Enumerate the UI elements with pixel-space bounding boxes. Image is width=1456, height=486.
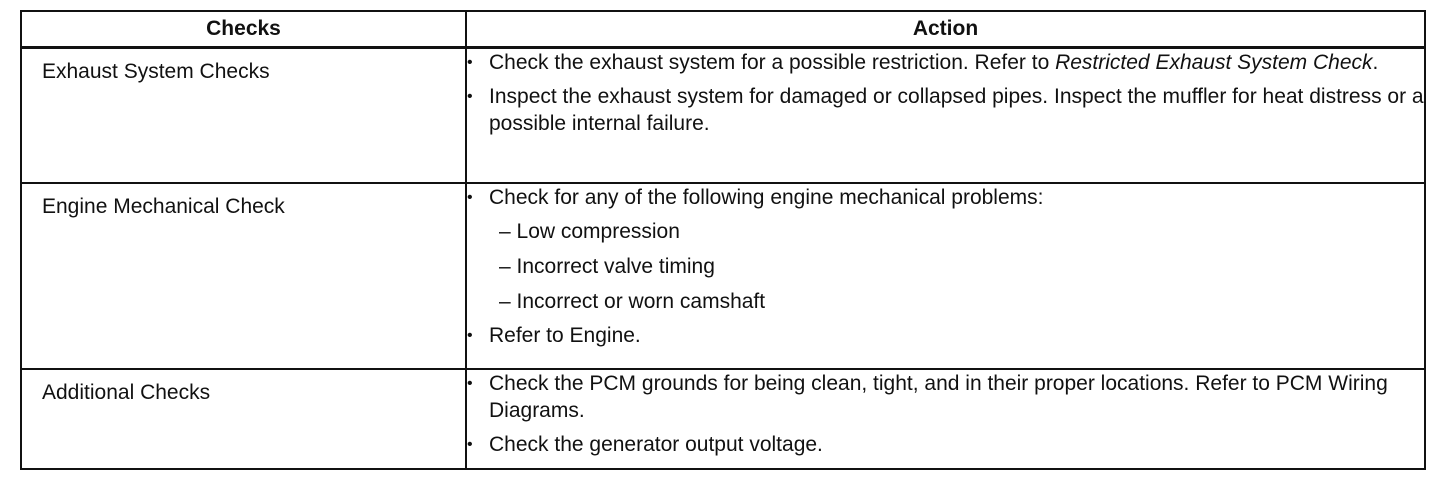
header-action: Action xyxy=(466,11,1425,48)
table-header-row xyxy=(21,11,1425,48)
action-item xyxy=(467,431,1424,458)
reference-link-text: Restricted Exhaust System Check xyxy=(1055,51,1373,74)
table-row xyxy=(21,48,1425,183)
action-item xyxy=(467,322,1424,349)
check-name: Exhaust System Checks xyxy=(42,60,270,83)
action-list xyxy=(467,184,1424,349)
action-cell xyxy=(466,369,1425,469)
check-cell xyxy=(21,183,466,369)
check-cell xyxy=(21,369,466,469)
action-cell xyxy=(466,48,1425,183)
action-text: Check the PCM grounds for being clean, tight, and in their proper locations. Refer to PCM Wiring Diagrams. xyxy=(489,371,1388,422)
action-list xyxy=(467,49,1424,137)
bullet-icon: • xyxy=(467,326,473,344)
sub-item: – Low compression xyxy=(499,219,680,243)
action-item xyxy=(467,49,1424,76)
checks-action-table xyxy=(20,10,1426,470)
sub-item: – Incorrect or worn camshaft xyxy=(499,289,766,313)
check-name: Additional Checks xyxy=(42,380,211,404)
action-item xyxy=(467,184,1424,315)
check-name: Engine Mechanical Check xyxy=(42,194,285,218)
table-row xyxy=(21,183,1425,369)
action-text: Refer to Engine. xyxy=(489,323,641,347)
sub-list xyxy=(499,218,1424,315)
action-text: Check the generator output voltage. xyxy=(489,432,823,456)
action-item xyxy=(467,370,1424,424)
action-text: Check for any of the following engine mechanical problems: xyxy=(489,185,1044,209)
bullet-icon: • xyxy=(467,188,473,206)
table-row xyxy=(21,369,1425,469)
bullet-icon: • xyxy=(467,374,473,392)
bullet-icon: • xyxy=(467,435,473,453)
sub-item: – Incorrect valve timing xyxy=(499,254,715,278)
check-cell xyxy=(21,48,466,183)
action-item xyxy=(467,83,1424,137)
action-text-end: . xyxy=(1372,51,1379,74)
action-text: Inspect the exhaust system for damaged or collapsed pipes. Inspect the muffler for heat distress or a possible internal failure. xyxy=(489,85,1424,135)
action-cell xyxy=(466,183,1425,369)
bullet-icon: • xyxy=(467,54,473,71)
action-text: Check the exhaust system for a possible restriction. Refer to xyxy=(489,51,1056,74)
header-checks: Checks xyxy=(21,11,466,48)
bullet-icon: • xyxy=(467,88,473,105)
action-list xyxy=(467,370,1424,458)
